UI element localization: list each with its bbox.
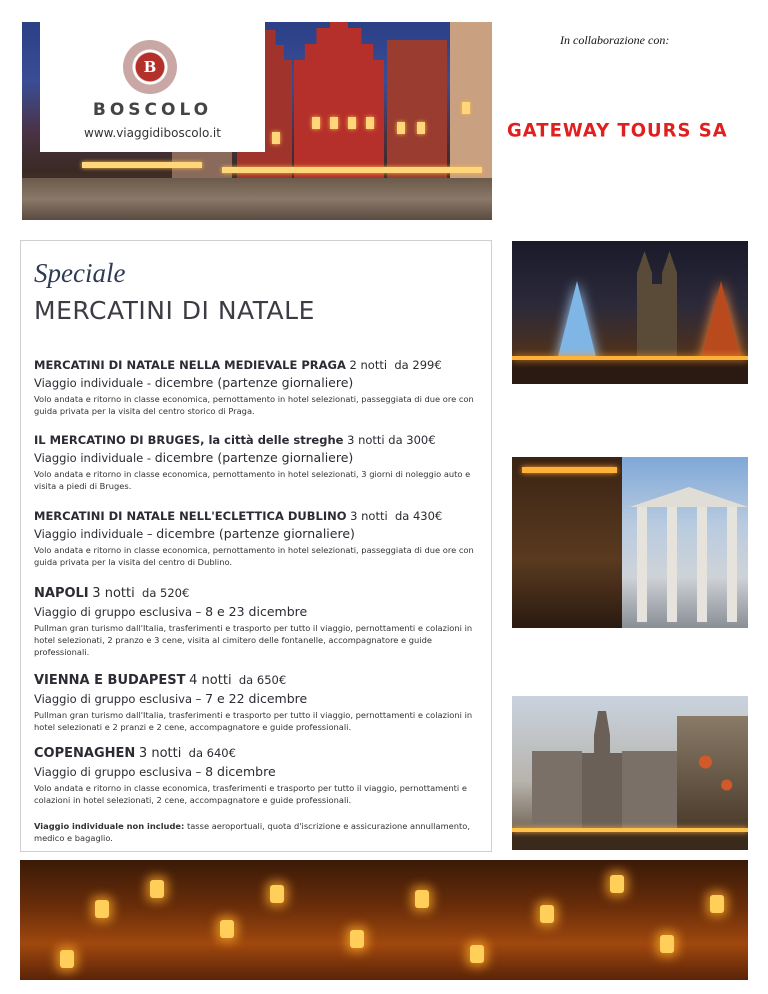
trip-title (34, 673, 479, 688)
trip-subtitle (34, 691, 479, 706)
photo-vienna-market (512, 696, 748, 850)
trip-name: NAPOLI (34, 586, 89, 601)
trip-type: Viaggio individuale - (34, 376, 152, 390)
brand-logo-letter: B (143, 58, 157, 76)
trip-dates: dicembre (partenze giornaliere) (154, 375, 354, 390)
exclusions-label: Viaggio individuale non include: (34, 821, 185, 831)
trip-description: Volo andata e ritorno in classe economica, pernottamento in hotel selezionati, passeggiata di due ore con guida privata per la visita del centro di Dublino. (34, 545, 474, 567)
trip-subtitle (34, 764, 479, 779)
trip-type: Viaggio di gruppo esclusiva – (34, 765, 202, 779)
trip-item (34, 586, 479, 658)
trip-name: VIENNA E BUDAPEST (34, 673, 186, 688)
trip-price: da 650€ (238, 673, 287, 687)
trip-description: Volo andata e ritorno in classe economica, pernottamento in hotel selezionati, passeggiata di due ore con guida privata per la visita del centro storico di Praga. (34, 394, 474, 416)
brand-logo-panel (40, 22, 265, 152)
trip-title (34, 746, 479, 761)
trip-item (34, 358, 479, 417)
trip-subtitle (34, 604, 479, 619)
trip-subtitle (34, 526, 479, 541)
trip-description: Pullman gran turismo dall'Italia, trasferimenti e trasporto per tutto il viaggio, pernottamenti e colazioni in hotel selezionati e 2 pranzi e 2 cene, accompagnatore e guide professionali. (34, 710, 473, 732)
building-shape (387, 40, 447, 180)
trip-dates: dicembre (partenze giornaliere) (156, 526, 355, 541)
trip-price: da 640€ (188, 746, 236, 760)
trip-description: Volo andata e ritorno in classe economica, trasferimenti e trasporto per tutto il viaggio, pernottamenti e colazioni in hotel selezionati, 2 cene, accompagnatore e guide professionali. (34, 783, 467, 805)
trip-item (34, 673, 479, 733)
trip-nights: 4 notti (189, 673, 232, 688)
trip-price: da 520€ (142, 586, 190, 600)
trip-dates: dicembre (partenze giornaliere) (154, 450, 354, 465)
trip-type: Viaggio di gruppo esclusiva – (34, 692, 202, 706)
trip-item (34, 509, 479, 568)
trip-description: Pullman gran turismo dall'Italia, trasferimenti e trasporto per tutto il viaggio, pernottamenti e colazioni in hotel selezionati, 2 pranzo e 3 cene, visita al cimitero delle fontanelle, accompagnatore e guide professionali. (34, 623, 473, 657)
brand-logo-icon (123, 40, 177, 94)
trip-dates: 8 dicembre (205, 764, 276, 779)
trip-item (34, 433, 479, 492)
trip-type: Viaggio individuale – (34, 527, 153, 541)
trip-name: COPENAGHEN (34, 746, 136, 761)
offers-box (20, 240, 492, 852)
trip-dates: 7 e 22 dicembre (205, 691, 308, 706)
trip-subtitle (34, 450, 479, 465)
square-ground (22, 178, 492, 220)
trip-dates: 8 e 23 dicembre (205, 604, 308, 619)
trip-name: MERCATINI DI NATALE NELL'ECLETTICA DUBLINO (34, 509, 347, 523)
trip-name: MERCATINI DI NATALE NELLA MEDIEVALE PRAGA (34, 358, 346, 372)
trip-price: da 430€ (394, 509, 443, 523)
trip-nights: 3 notti (347, 433, 385, 447)
trip-title (34, 433, 479, 447)
trip-title (34, 358, 479, 372)
building-shape (450, 22, 492, 180)
trip-nights: 3 notti (138, 746, 182, 761)
page-title: MERCATINI DI NATALE (34, 296, 315, 325)
trip-name: IL MERCATINO DI BRUGES, la città delle streghe (34, 433, 344, 447)
trip-type: Viaggio di gruppo esclusiva – (34, 605, 202, 619)
trip-nights: 3 notti (350, 509, 388, 523)
partner-logo: GATEWAY TOURS SA (507, 119, 728, 142)
trip-subtitle (34, 375, 479, 390)
trip-description: Volo andata e ritorno in classe economica, pernottamento in hotel selezionati, 3 giorni di noleggio auto e visita a piedi di Bruges. (34, 469, 471, 491)
photo-prague-market (512, 241, 748, 384)
photo-dublin-market (512, 457, 748, 628)
trip-nights: 2 notti (349, 358, 388, 372)
trip-title (34, 509, 479, 523)
collaboration-label: In collaborazione con: (560, 33, 670, 47)
building-shape (294, 22, 384, 180)
trip-title (34, 586, 479, 601)
brand-name: BOSCOLO (92, 100, 213, 120)
trip-price: da 300€ (388, 433, 436, 447)
trip-price: da 299€ (394, 358, 442, 372)
exclusions-text: tasse aeroportuali, quota d'iscrizione e assicurazione annullamento, medico e bagaglio. (34, 821, 470, 843)
page-kicker: Speciale (34, 258, 126, 288)
brand-website-link[interactable]: www.viaggidiboscolo.it (84, 126, 221, 140)
trip-type: Viaggio individuale - (34, 451, 152, 465)
nativity-village-photo (20, 860, 748, 980)
trip-nights: 3 notti (92, 586, 135, 601)
trip-item (34, 746, 479, 806)
exclusions-note (34, 820, 474, 844)
